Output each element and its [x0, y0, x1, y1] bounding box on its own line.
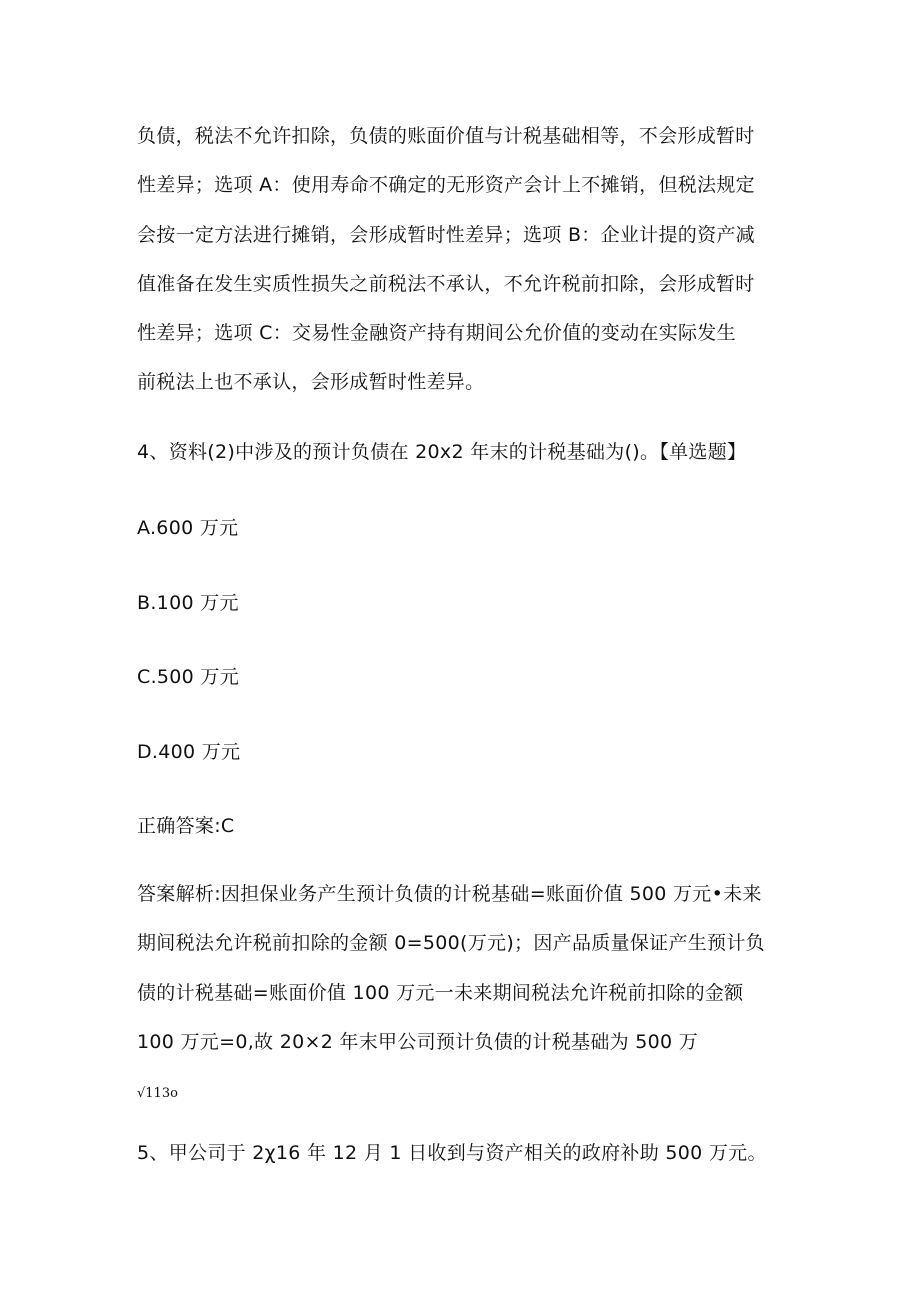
analysis-line: 答案解析:因担保业务产生预计负债的计税基础=账面价值 500 万元•未来: [137, 883, 762, 905]
explanation-line: 会按一定方法进行摊销，会形成暂时性差异；选项 B：企业计提的资产减: [137, 223, 755, 246]
analysis-line: 100 万元=0,故 20×2 年末甲公司预计负债的计税基础为 500 万: [137, 1030, 699, 1053]
explanation-line: 性差异；选项 C：交易性金融资产持有期间公允价值的变动在实际发生: [137, 322, 736, 345]
option-a: A.600 万元: [137, 517, 239, 539]
explanation-line: 值准备在发生实质性损失之前税法不承认，不允许税前扣除，会形成暂时: [137, 272, 755, 295]
footnote-text: √113o: [137, 1086, 178, 1101]
analysis-line: 期间税法允许税前扣除的金额 0=500(万元)；因产品质量保证产生预计负: [137, 932, 765, 955]
explanation-line: 前税法上也不承认，会形成暂时性差异。: [137, 371, 485, 394]
explanation-line: 负债，税法不允许扣除，负债的账面价值与计税基础相等，不会形成暂时: [137, 125, 755, 147]
option-d: D.400 万元: [137, 741, 241, 763]
question-5-stem: 5、甲公司于 2χ16 年 12 月 1 日收到与资产相关的政府补助 500 万元。: [137, 1142, 767, 1164]
question-4-stem: 4、资料(2)中涉及的预计负债在 20x2 年末的计税基础为()。【单选题】: [137, 441, 747, 463]
option-b: B.100 万元: [137, 592, 239, 614]
correct-answer: 正确答案:C: [137, 815, 235, 837]
option-c: C.500 万元: [137, 666, 240, 688]
answer-analysis: [137, 870, 787, 1067]
explanation-line: 性差异；选项 A：使用寿命不确定的无形资产会计上不摊销，但税法规定: [137, 174, 755, 197]
analysis-line: 债的计税基础=账面价值 100 万元一未来期间税法允许税前扣除的金额: [137, 981, 744, 1004]
previous-explanation: [137, 112, 787, 408]
